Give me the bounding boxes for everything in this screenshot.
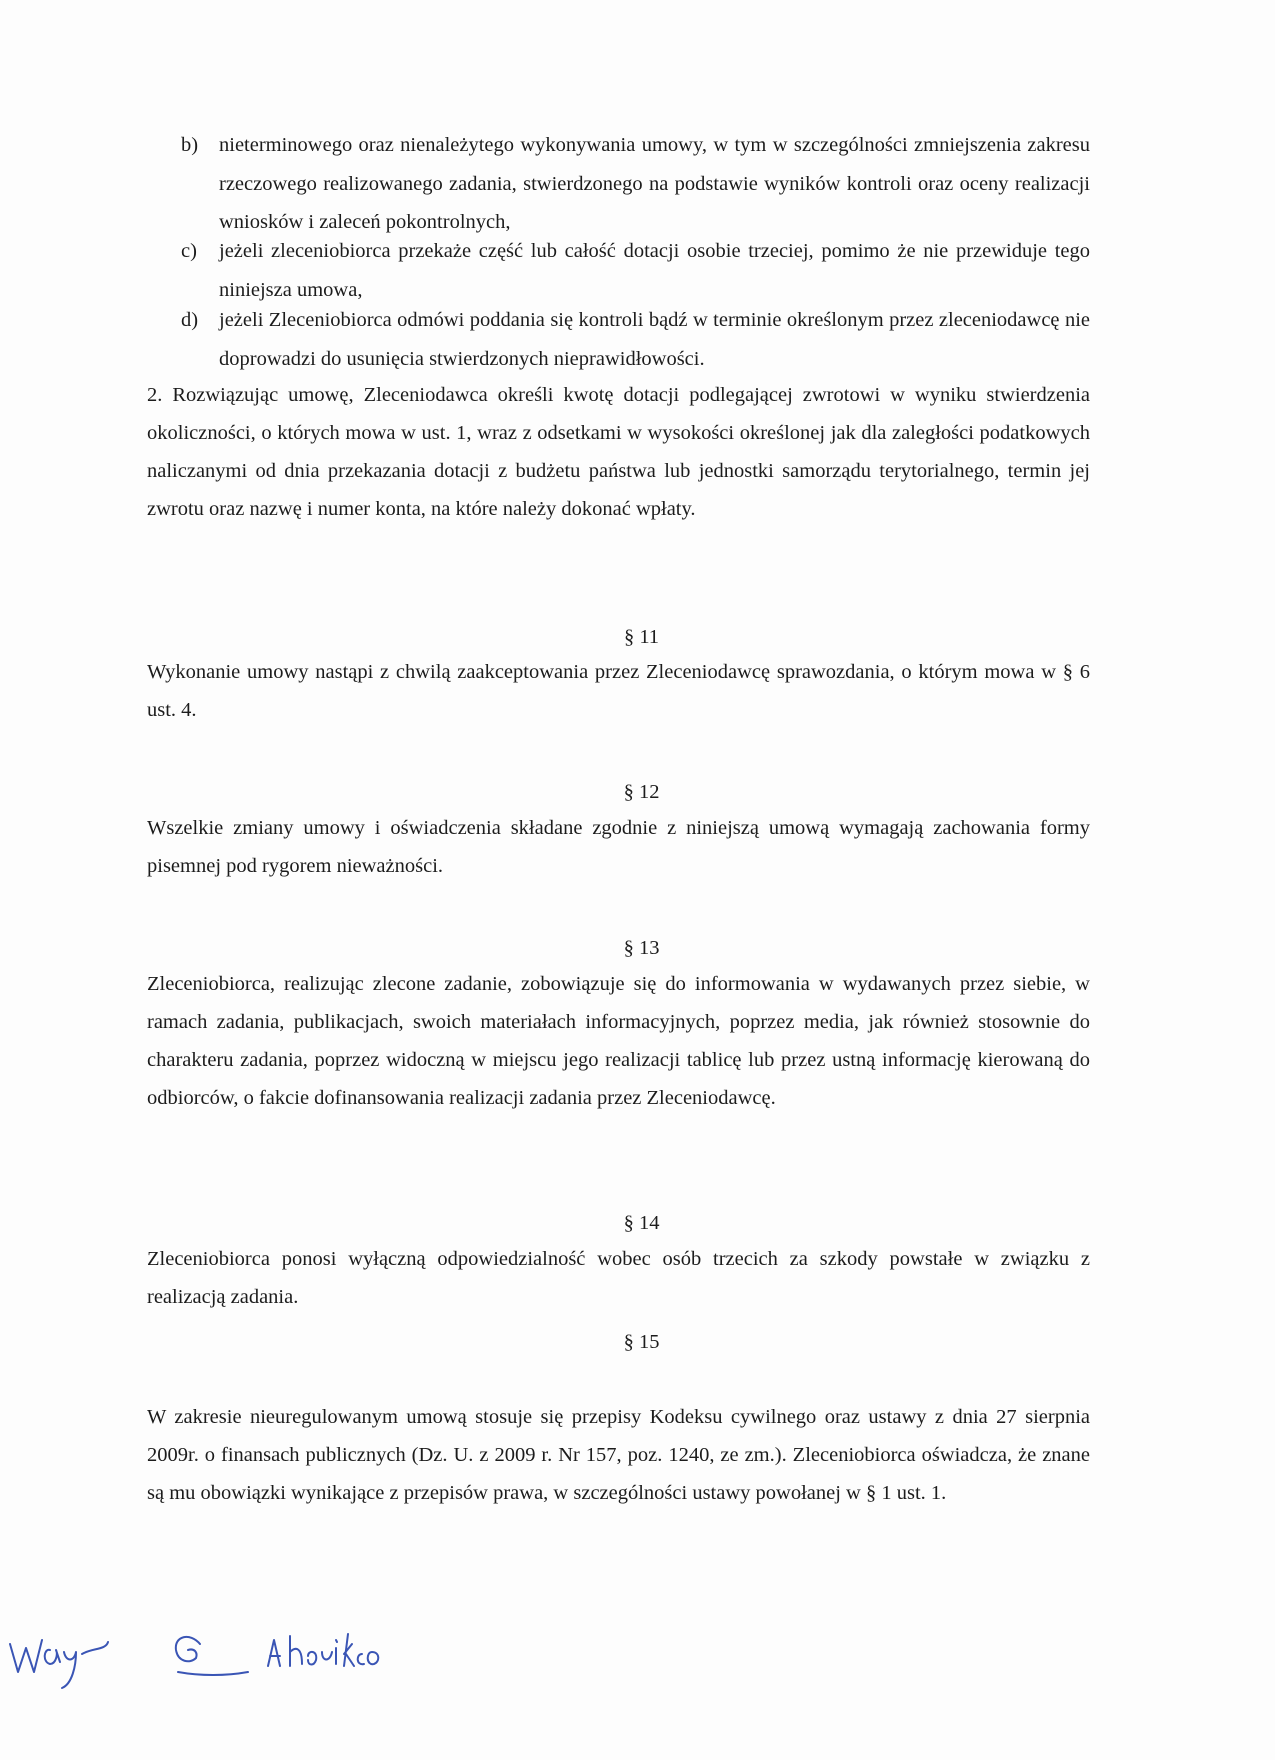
list-item-label: b) [181,134,199,156]
point-2 [147,376,1090,528]
section-heading-11: § 11 [623,626,660,648]
list-item-text: jeżeli Zleceniobiorca odmówi poddania się kontroli bądź w terminie określonym przez zleceniodawcę nie doprowadzi do usunięcia stwierdzonych nieprawidłowości. [219,309,1090,370]
list-item-b [147,126,1090,242]
section-text: Wykonanie umowy nastąpi z chwilą zaakceptowania przez Zleceniodawcę sprawozdania, o którym mowa w § 6 ust. 4. [147,661,1090,721]
section-text: Zleceniobiorca ponosi wyłączną odpowiedzialność wobec osób trzecich za szkody powstałe w związku z realizacją zadania. [147,1248,1090,1308]
section-heading-12: § 12 [623,781,660,803]
section-heading-15: § 15 [623,1331,660,1353]
list-item-text: nieterminowego oraz nienależytego wykonywania umowy, w tym w szczególności zmniejszenia zakresu rzeczowego realizowanego zadania, stwierdzonego na podstawie wyników kontroli oraz oceny realizacji wniosków i zaleceń pokontrolnych, [219,134,1090,233]
list-item-c [147,232,1090,309]
signature-2 [176,1637,248,1675]
section-text: W zakresie nieuregulowanym umową stosuje się przepisy Kodeksu cywilnego oraz ustawy z dnia 27 sierpnia 2009r. o finansach publicznych (Dz. U. z 2009 r. Nr 157, poz. 1240, ze zm.). Zleceniobiorca oświadcza, że znane są mu obowiązki wynikające z przepisów prawa, w szczególności ustawy powołanej w § 1 ust. 1. [147,1406,1090,1504]
section-text: Zleceniobiorca, realizując zlecone zadanie, zobowiązuje się do informowania w wydawanych przez siebie, w ramach zadania, publikacjach, swoich materiałach informacyjnych, poprzez media, jak również stosownie do charakteru zadania, poprzez widoczną w miejscu jego realizacji tablicę lub przez ustną informację kierowaną do odbiorców, o fakcie dofinansowania realizacji zadania przez Zleceniodawcę. [147,973,1090,1109]
list-item-text: jeżeli zleceniobiorca przekaże część lub całość dotacji osobie trzeciej, pomimo że nie przewiduje tego niniejsza umowa, [219,240,1090,301]
list-item-d [147,301,1090,378]
section-heading-13: § 13 [623,937,660,959]
section-15 [147,1398,1090,1512]
section-11 [147,653,1090,729]
section-13 [147,965,1090,1117]
section-text: Wszelkie zmiany umowy i oświadczenia składane zgodnie z niniejszą umową wymagają zachowania formy pisemnej pod rygorem nieważności. [147,817,1090,877]
list-item-label: c) [181,240,197,262]
signature-3 [268,1634,378,1666]
section-12 [147,809,1090,885]
point-2-text: 2. Rozwiązując umowę, Zleceniodawca określi kwotę dotacji podlegającej zwrotowi w wyniku stwierdzenia okoliczności, o których mowa w ust. 1, wraz z odsetkami w wysokości określonej jak dla zaległości podatkowych naliczanymi od dnia przekazania dotacji z budżetu państwa lub jednostki samorządu terytorialnego, termin jej zwrotu oraz nazwę i numer konta, na które należy dokonać wpłaty. [147,384,1090,520]
section-heading-14: § 14 [623,1212,660,1234]
section-14 [147,1240,1090,1316]
handwritten-signatures [0,1610,420,1700]
signature-1 [10,1640,108,1688]
list-item-label: d) [181,309,199,331]
